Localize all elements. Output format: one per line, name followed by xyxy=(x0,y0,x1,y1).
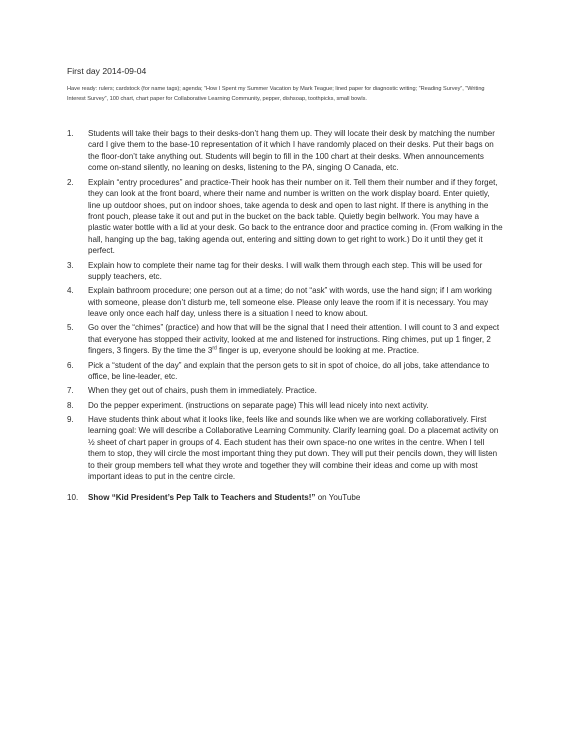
list-item xyxy=(67,177,503,257)
list-item xyxy=(67,322,503,356)
item-number: 2. xyxy=(67,177,74,187)
item-number: 5. xyxy=(67,323,74,333)
list-item xyxy=(67,128,503,174)
list-item xyxy=(67,285,503,319)
list-item xyxy=(67,360,503,383)
item-text-after: on YouTube xyxy=(315,492,361,502)
list-item xyxy=(67,414,503,483)
materials-list: Have ready: rulers; cardstock (for name tags); agenda; “How I Spent my Summer Vacation by Mark Teague; lined paper for diagnostic writing; “Reading Survey”, “Writing Interest Survey”, 100 chart, chart paper for Collaborative Learning Community, pepper, dishsoap, toothpicks, small bowls. xyxy=(67,86,485,102)
item-text-after: finger is up, everyone should be looking at me. Practice. xyxy=(216,346,419,356)
item-text: Pick a “student of the day” and explain that the person gets to sit in spot of choice, do all jobs, take attendance to office, be line-leader, etc. xyxy=(88,360,490,382)
item-text: Explain “entry procedures” and practice-Their hook has their number on it. Tell them their number and if they forget, they can look at the front board, where their name and number is written on the work display board. Enter quietly, line up outdoor shoes, put on indoor shoes, take agenda to desk and open to last night. If there is anything in the front pouch, please take it out and put in the bucket on the back table. Quietly begin bellwork. You may have a plastic water bottle with a lid at your desk. Go back to the entrance door and practice coming in. (From walking in the hall, hanging up the bag, taking agenda out, entering and sitting down to get right to work.) Do it until they get it perfect. xyxy=(88,177,503,256)
list-item xyxy=(67,492,503,503)
item-text: Have students think about what it looks like, feels like and sounds like when we are working collaboratively. First learning goal: We will describe a Collaborative Learning Community. Clarify learning goal. Do a placemat activity on ½ sheet of chart paper in groups of 4. Each student has their own space-no one writes in the centre. When I tell them to stop, they will circle the most important thing they put down. They will put their pencils down, they will listen to their group members tell what they wrote and together they will combine their ideas and come up with most important ideas to put in the centre circle. xyxy=(88,414,499,482)
item-number: 1. xyxy=(67,129,74,138)
video-title-text: Show “Kid President’s Pep Talk to Teachers and Students!” xyxy=(88,492,316,502)
list-item xyxy=(67,260,503,283)
item-text: When they get out of chairs, push them in immediately. Practice. xyxy=(88,386,317,396)
procedure-list xyxy=(67,128,503,506)
item-number: 9. xyxy=(67,414,74,424)
item-text: Do the pepper experiment. (instructions on separate page) This will lead nicely into next activity. xyxy=(88,400,429,410)
item-text: Students will take their bags to their desks-don’t hang them up. They will locate their desk by matching the number card I give them to the base-10 representation of it which I have randomly placed on their desks. Put their bags on the floor-don’t take anything out. Students will begin to fill in the 100 chart at their desks. When announcements come on-stand silently, no leaning on desks, listening to the PA, singing O Canada, etc. xyxy=(88,129,495,173)
ordinal-superscript: rd xyxy=(212,345,217,352)
item-number: 6. xyxy=(67,360,74,370)
item-number: 3. xyxy=(67,260,74,270)
item-text-before: Go over the “chimes” (practice) and how that will be the signal that I need their attention. I will count to 3 and expect that everyone has stopped their activity, looked at me and listened for instructions. Ring chimes, put up 1 finger, 2 fingers, 3 fingers. By the time the 3 xyxy=(88,323,500,356)
item-text: Explain how to complete their name tag for their desks. I will walk them through each step. This will be used for supply teachers, etc. xyxy=(88,260,483,282)
list-item xyxy=(67,385,503,396)
item-number: 8. xyxy=(67,400,74,410)
document-title: First day 2014-09-04 xyxy=(67,66,147,76)
item-number: 4. xyxy=(67,286,74,296)
item-text: Explain bathroom procedure; one person out at a time; do not “ask” with words, use the hand sign; if I am working with someone, please don’t disturb me, tell someone else. Please only leave the room if it is necessary. You may leave only once each half day, unless there is a situation I need to know about. xyxy=(88,286,492,319)
list-item xyxy=(67,400,503,411)
item-number: 7. xyxy=(67,386,74,396)
item-number: 10. xyxy=(67,492,79,502)
